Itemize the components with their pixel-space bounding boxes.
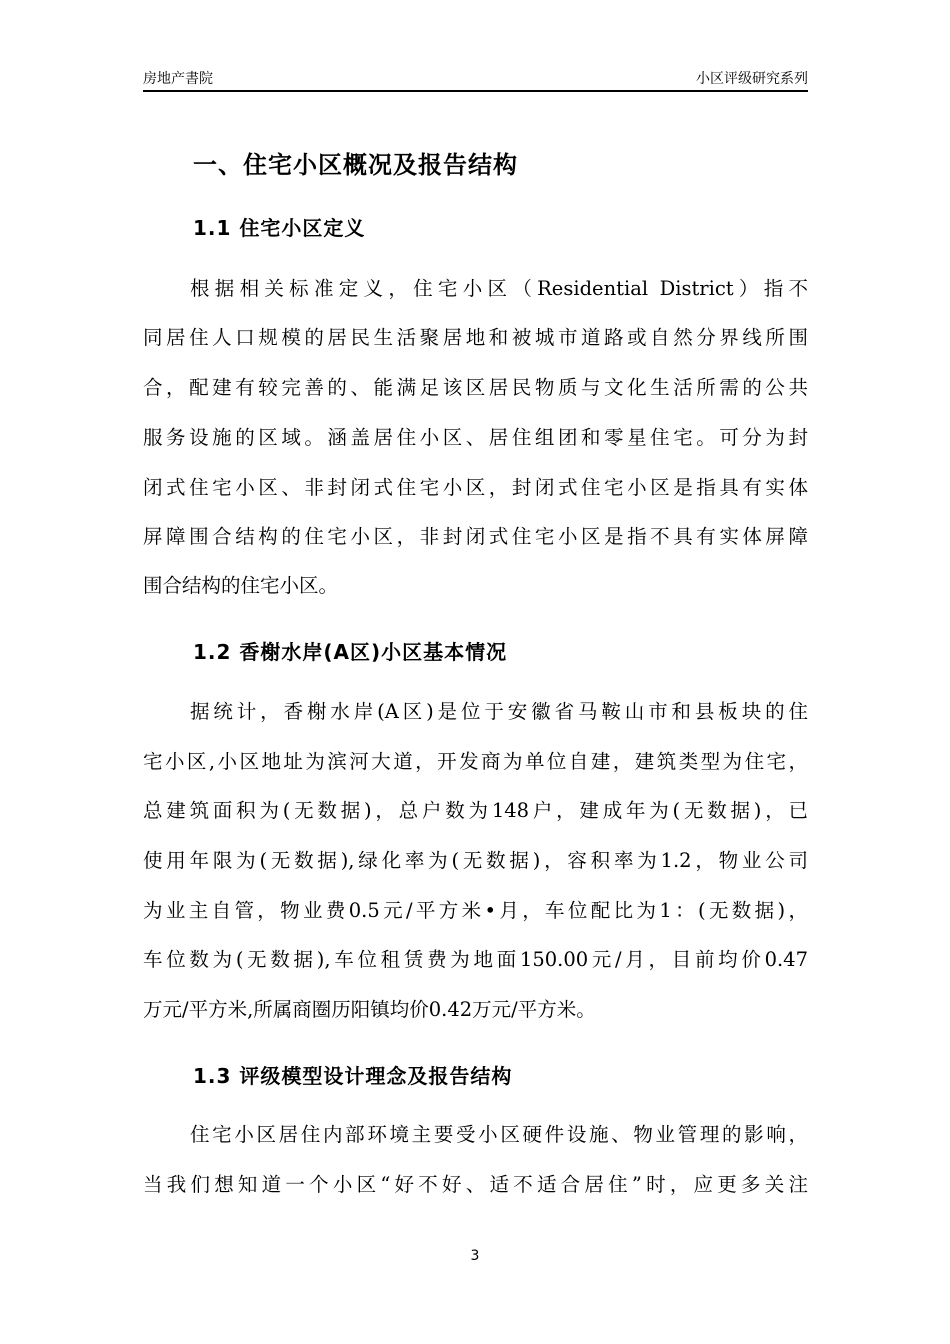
header-publisher: 房地产書院: [143, 71, 213, 87]
chapter-title: 一、住宅小区概况及报告结构: [193, 151, 518, 179]
paragraph-line: 屏障围合结构的住宅小区，非封闭式住宅小区是指不具有实体屏障: [143, 525, 808, 548]
paragraph-line: 根据相关标准定义，住宅小区（Residential District）指不: [190, 277, 808, 300]
paragraph-line: 闭式住宅小区、非封闭式住宅小区，封闭式住宅小区是指具有实体: [143, 476, 808, 499]
paragraph-line: 服务设施的区域。涵盖居住小区、居住组团和零星住宅。可分为封: [143, 426, 808, 449]
paragraph-line: 同居住人口规模的居民生活聚居地和被城市道路或自然分界线所围: [143, 326, 808, 349]
paragraph-line: 合，配建有较完善的、能满足该区居民物质与文化生活所需的公共: [143, 376, 808, 399]
paragraph-line: 为业主自管，物业费0.5元/平方米•月，车位配比为1：(无数据)，: [143, 899, 808, 922]
paragraph-line: 总建筑面积为(无数据)，总户数为148户，建成年为(无数据)，已: [143, 799, 808, 822]
section-heading-1-1: 1.1 住宅小区定义: [193, 216, 366, 240]
page-header: [143, 66, 808, 92]
paragraph-line: 宅小区,小区地址为滨河大道，开发商为单位自建，建筑类型为住宅，: [143, 750, 808, 773]
paragraph-line: 万元/平方米,所属商圈历阳镇均价0.42万元/平方米。: [143, 998, 596, 1021]
section-heading-1-2: 1.2 香榭水岸(A区)小区基本情况: [193, 640, 508, 664]
paragraph-line: 住宅小区居住内部环境主要受小区硬件设施、物业管理的影响，: [190, 1123, 808, 1146]
paragraph-line: 据统计，香榭水岸(A区)是位于安徽省马鞍山市和县板块的住: [190, 700, 808, 723]
header-series-title: 小区评级研究系列: [696, 71, 808, 87]
section-heading-1-3: 1.3 评级模型设计理念及报告结构: [193, 1064, 513, 1088]
paragraph-line: 使用年限为(无数据),绿化率为(无数据)，容积率为1.2，物业公司: [143, 849, 808, 872]
paragraph-line: 围合结构的住宅小区。: [143, 574, 339, 597]
page-number: 3: [470, 1248, 480, 1264]
paragraph-line: 当我们想知道一个小区“好不好、适不适合居住”时，应更多关注: [143, 1173, 808, 1196]
paragraph-line: 车位数为(无数据),车位租赁费为地面150.00元/月，目前均价0.47: [143, 948, 808, 971]
